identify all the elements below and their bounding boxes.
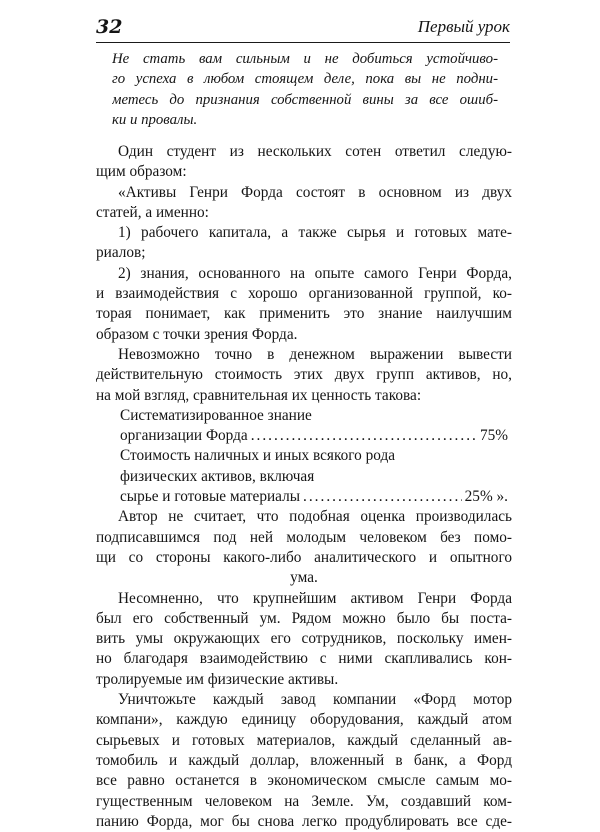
paragraph-line: был его собственный ум. Рядом можно было бы поста- [96,609,512,627]
list-item-line: 1) рабочего капитала, а также сырья и готовых мате- [118,224,512,242]
running-title: Первый урок [417,17,510,36]
epigraph-line: ки и провалы. [112,111,198,128]
paragraph-line: Один студент из нескольких сотен ответил следую- [118,143,512,160]
paragraph-line: компани», каждую единицу оборудования, каждый атом [96,711,512,729]
list-item-line: 2) знания, основанного на опыте самого Генри Форда, [118,264,512,282]
leader-dots [303,487,462,507]
paragraph-line: щи со стороны какого-либо аналитического и опытного [96,548,512,566]
epigraph [112,49,498,130]
paragraph-line: гущественным человеком на Земле. Ум, создавший ком- [96,792,512,810]
paragraph-line: Невозможно точно в денежном выражении вывести [118,345,512,363]
paragraph-line: Несомненно, что крупнейшим активом Генри Форда [118,589,512,607]
paragraph-line: панию Форда, мог бы снова легко продублировать все сде- [96,812,512,830]
paragraph-line: сырьевых и готовых материалов, каждый сделанный ав- [96,731,512,749]
epigraph-line: го успеха в любом стоящем деле, пока вы не подни- [112,71,498,88]
leader-dots [251,426,477,446]
body-text [96,142,512,832]
paragraph-line: ума. [290,569,318,587]
asset-row [96,487,508,507]
asset-row-label: организации Форда [120,427,248,445]
asset-value: 25% ». [464,488,508,506]
asset-row-label: Систематизированное знание [120,406,312,424]
paragraph-line: но благодаря взаимодействию с ними скапливались кон- [96,650,512,668]
paragraph-line: статей, а именно: [96,203,209,221]
paragraph-line: Автор не считает, что подобная оценка производилась [118,508,512,526]
paragraph-line: Уничтожьте каждый завод компании «Форд мотор [118,691,512,709]
paragraph-line: все равно останется в экономическом смысле самым мо- [96,772,512,790]
paragraph-line: действительную стоимость этих двух групп активов, но, [96,366,512,384]
paragraph-line: тролируемые им физические активы. [96,670,339,688]
epigraph-line: метесь до признания собственной вины за все ошиб- [112,91,498,108]
asset-row-label: физических активов, включая [120,467,315,485]
paragraph-line: томобиль и каждый доллар, вложенный в банк, а Форд [96,751,512,769]
paragraph-line: на мой взгляд, сравнительная их ценность такова: [96,386,422,404]
asset-row [96,426,508,446]
list-item-line: образом с точки зрения Форда. [96,325,298,343]
list-item-line: и взаимодействия с хорошо организованной группой, ко- [96,285,512,303]
paragraph-line: подписавшимся под ней молодым человеком без помо- [96,528,512,546]
paragraph-line: «Активы Генри Форда состоят в основном из двух [118,183,512,201]
list-item-line: риалов; [96,244,146,262]
page-number: 32 [96,16,123,38]
page-header [96,12,510,43]
asset-row-label: сырье и готовые материалы [120,488,301,506]
asset-row-label: Стоимость наличных и иных всякого рода [120,447,396,465]
list-item-line: торая понимает, как применить это знание наилучшим [96,305,512,323]
asset-value: 75% [479,427,508,445]
paragraph-line: щим образом: [96,163,187,181]
paragraph-line: вить умы окружающих его сотрудников, поскольку имен- [96,630,512,648]
epigraph-line: Не стать вам сильным и не добиться устойчиво- [112,51,498,67]
